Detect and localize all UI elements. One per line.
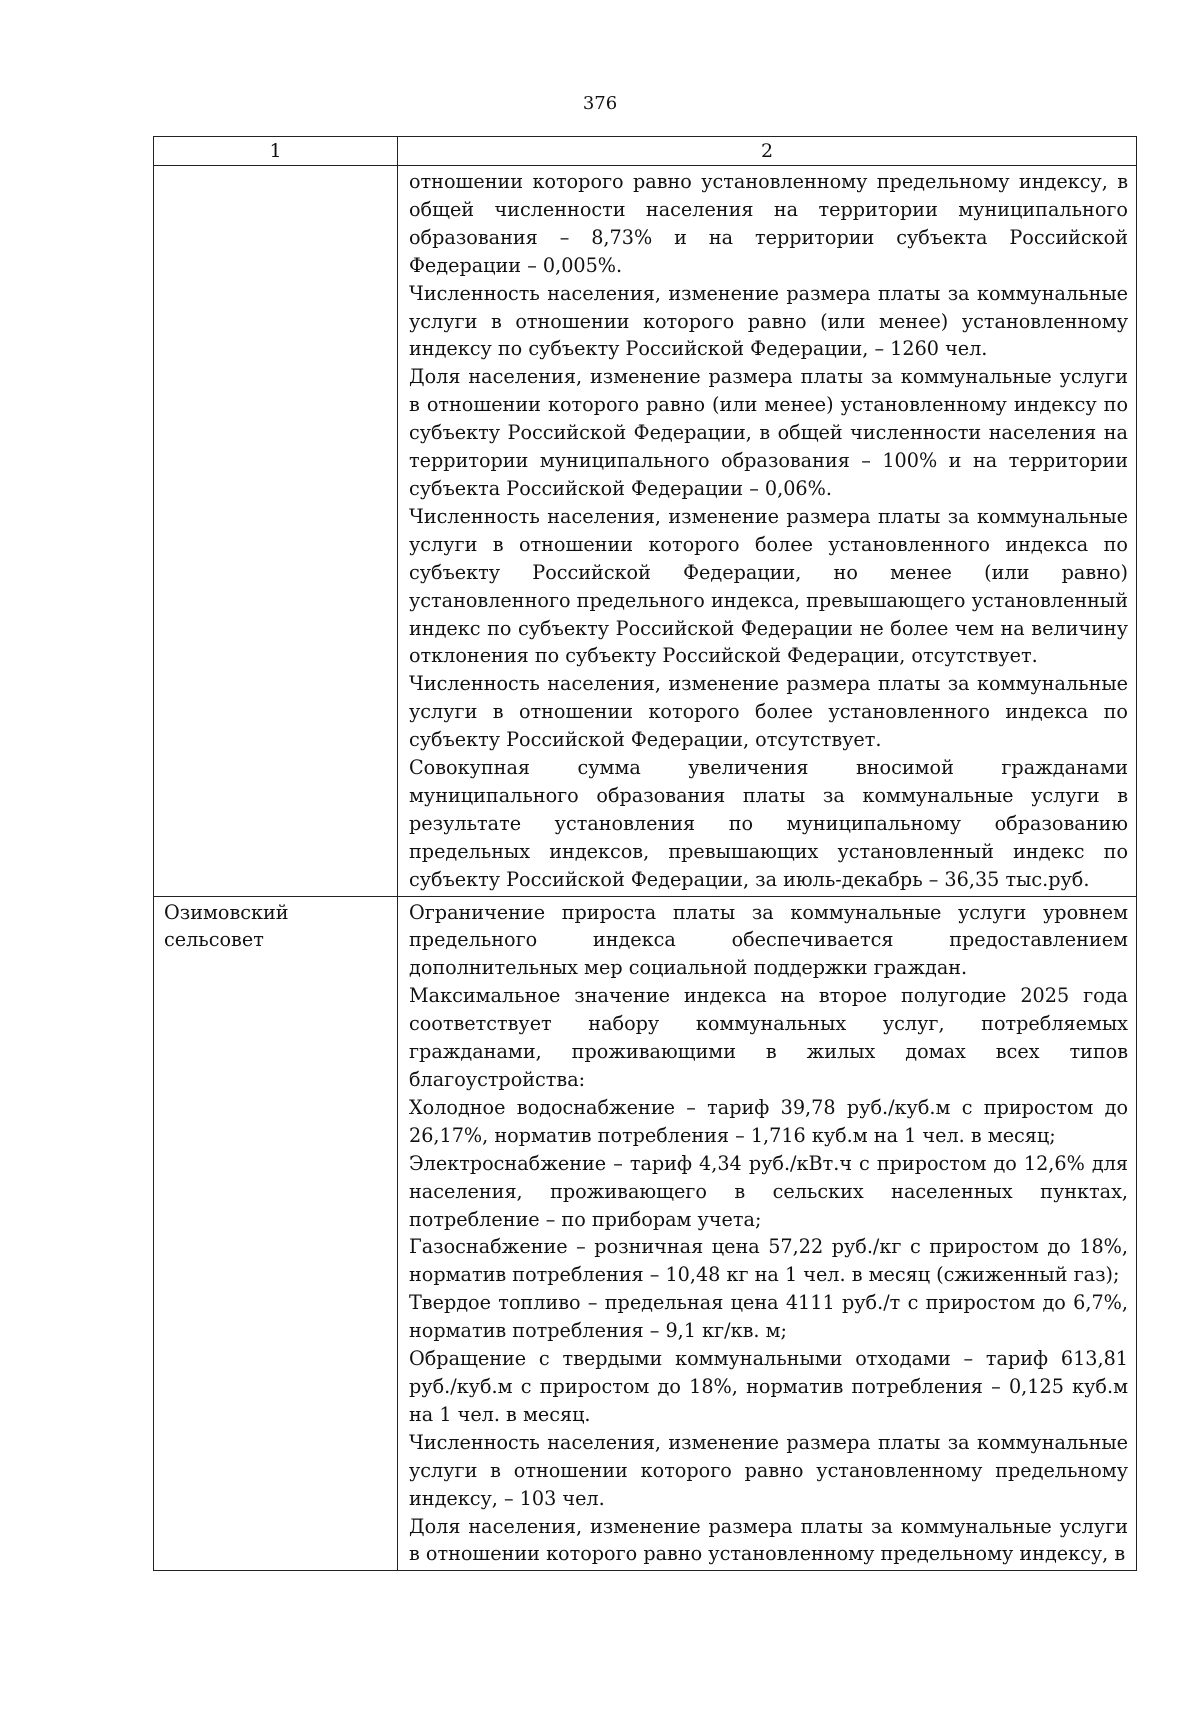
- paragraph: Доля населения, изменение размера платы за коммунальные услуги в отношении которого равно установленному предельному индексу, в: [409, 1514, 1128, 1566]
- description-cell: [398, 896, 1137, 1571]
- paragraph: Обращение с твердыми коммунальными отходами – тариф 613,81 руб./куб.м с приростом до 18%, норматив потребления – 0,125 куб.м на 1 чел. в месяц.: [409, 1347, 1128, 1426]
- paragraph: Доля населения, изменение размера платы за коммунальные услуги в отношении которого равно (или менее) установленному индексу по субъекту Российской Федерации, в общей численности населения на территории муниципального образования – 100% и на территории субъекта Российской Федерации – 0,06%.: [409, 365, 1128, 500]
- paragraph: Газоснабжение – розничная цена 57,22 руб./кг с приростом до 18%, норматив потребления – 10,48 кг на 1 чел. в месяц (сжиженный газ);: [409, 1235, 1128, 1287]
- table-row: [154, 166, 1137, 897]
- document-table: [153, 136, 1137, 1571]
- table-header-row: [154, 137, 1137, 166]
- paragraph: Численность населения, изменение размера платы за коммунальные услуги в отношении которого более установленного индекса по субъекту Российской Федерации, но менее (или равно) установленного предельного индекса, превышающего установленный индекс по субъекту Российской Федерации не более чем на величину отклонения по субъекту Российской Федерации, отсутствует.: [409, 504, 1128, 668]
- table-row: [154, 896, 1137, 1571]
- description-cell: [398, 166, 1137, 897]
- paragraph: Совокупная сумма увеличения вносимой гражданами муниципального образования платы за коммунальные услуги в результате установления по муниципальному образованию предельных индексов, превышающих установленный индекс по субъекту Российской Федерации, за июль-декабрь – 36,35 тыс.руб.: [409, 756, 1128, 891]
- paragraph: Численность населения, изменение размера платы за коммунальные услуги в отношении которого равно установленному предельному индексу, – 103 чел.: [409, 1430, 1128, 1510]
- paragraph: Численность населения, изменение размера платы за коммунальные услуги в отношении которого более установленного индекса по субъекту Российской Федерации, отсутствует.: [409, 672, 1128, 752]
- paragraph: Холодное водоснабжение – тариф 39,78 руб./куб.м с приростом до 26,17%, норматив потребления – 1,716 куб.м на 1 чел. в месяц;: [409, 1095, 1128, 1147]
- paragraph: Ограничение прироста платы за коммунальные услуги уровнем предельного индекса обеспечивается предоставлением дополнительных мер социальной поддержки граждан.: [409, 900, 1128, 980]
- paragraph: отношении которого равно установленному предельному индексу, в общей численности населения на территории муниципального образования – 8,73% и на территории субъекта Российской Федерации – 0,005%.: [409, 170, 1128, 277]
- page-number: 376: [582, 93, 618, 114]
- paragraph: Твердое топливо – предельная цена 4111 руб./т с приростом до 6,7%, норматив потребления – 9,1 кг/кв. м;: [409, 1291, 1128, 1343]
- paragraph: Численность населения, изменение размера платы за коммунальные услуги в отношении которого равно (или менее) установленному индексу по субъекту Российской Федерации, – 1260 чел.: [409, 281, 1128, 361]
- municipality-name: [154, 166, 398, 897]
- municipality-name: Озимовский сельсовет: [154, 896, 398, 1571]
- column-header-1: 1: [154, 137, 398, 166]
- paragraph: Электроснабжение – тариф 4,34 руб./кВт.ч с приростом до 12,6% для населения, проживающего в сельских населенных пунктах, потребление – по приборам учета;: [409, 1151, 1128, 1231]
- column-header-2: 2: [398, 137, 1137, 166]
- paragraph: Максимальное значение индекса на второе полугодие 2025 года соответствует набору коммунальных услуг, потребляемых гражданами, проживающими в жилых домах всех типов благоустройства:: [409, 984, 1128, 1091]
